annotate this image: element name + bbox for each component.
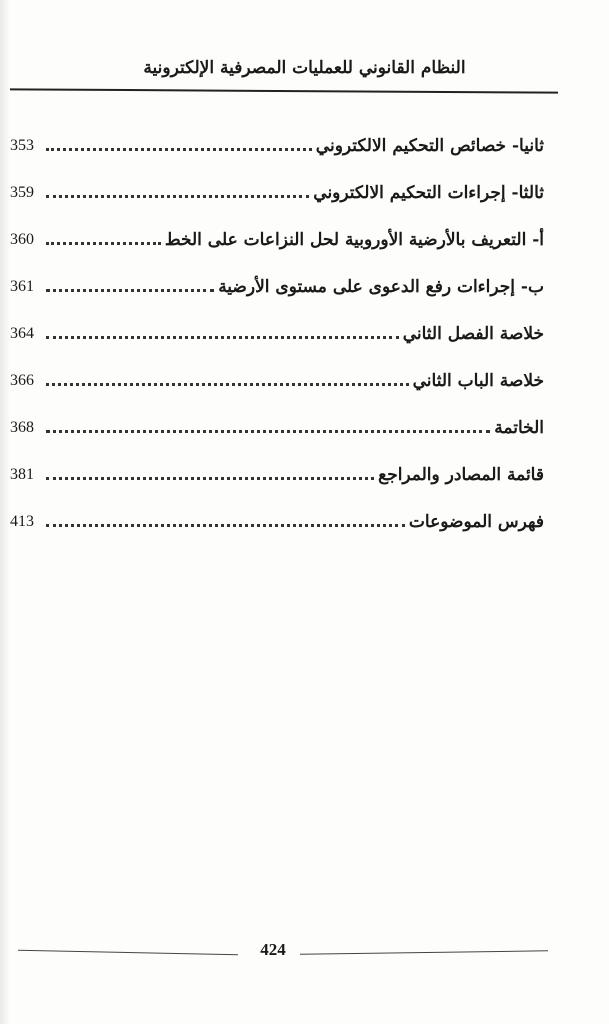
header-divider	[10, 88, 558, 93]
toc-entry	[10, 216, 544, 263]
toc-entry-title: ثانيا- خصائص التحكيم الالكتروني	[315, 135, 544, 156]
page-number: 424	[260, 940, 286, 959]
dot-leader	[46, 242, 161, 245]
toc-entry-title: خلاصة الباب الثاني	[412, 370, 544, 391]
toc-entry	[10, 451, 544, 498]
running-header-title: النظام القانوني للعمليات المصرفية الإلكترونية	[143, 58, 466, 78]
toc-entry-page: 366	[10, 371, 34, 389]
toc-entry-title: الخاتمة	[494, 417, 544, 438]
toc-entry-page: 381	[10, 465, 34, 483]
toc-entry-title: ب- إجراءات رفع الدعوى على مستوى الأرضية	[218, 276, 544, 297]
dot-leader	[46, 524, 405, 527]
footer-divider-right	[300, 950, 548, 954]
page-footer	[0, 938, 609, 968]
toc-entry-title: فهرس الموضوعات	[408, 511, 544, 532]
dot-leader	[46, 383, 409, 386]
dot-leader	[46, 289, 214, 292]
toc-entry	[10, 122, 544, 169]
toc-entry	[10, 404, 544, 451]
dot-leader	[46, 477, 374, 480]
toc-entry-title: أ- التعريف بالأرضية الأوروبية لحل النزاعات على الخط	[164, 229, 544, 250]
dot-leader	[46, 430, 490, 433]
toc-entry-page: 360	[10, 230, 34, 248]
toc-entry	[10, 310, 544, 357]
toc-entry	[10, 357, 544, 404]
toc-entry-page: 353	[10, 136, 34, 154]
toc-entry	[10, 263, 544, 310]
toc-entry-page: 364	[10, 324, 34, 342]
dot-leader	[46, 148, 312, 151]
dot-leader	[46, 336, 399, 339]
page-edge-shadow	[0, 0, 10, 1024]
toc-entry-page: 361	[10, 277, 34, 295]
toc-entry	[10, 169, 544, 216]
dot-leader	[46, 195, 309, 198]
table-of-contents	[10, 122, 544, 545]
toc-entry-page: 359	[10, 183, 34, 201]
toc-entry-title: ثالثا- إجراءات التحكيم الالكتروني	[313, 182, 544, 203]
toc-entry	[10, 498, 544, 545]
footer-divider-left	[18, 950, 238, 956]
toc-entry-title: خلاصة الفصل الثاني	[402, 323, 544, 344]
toc-entry-page: 413	[10, 512, 34, 530]
toc-entry-page: 368	[10, 418, 34, 436]
toc-entry-title: قائمة المصادر والمراجع	[378, 464, 544, 485]
